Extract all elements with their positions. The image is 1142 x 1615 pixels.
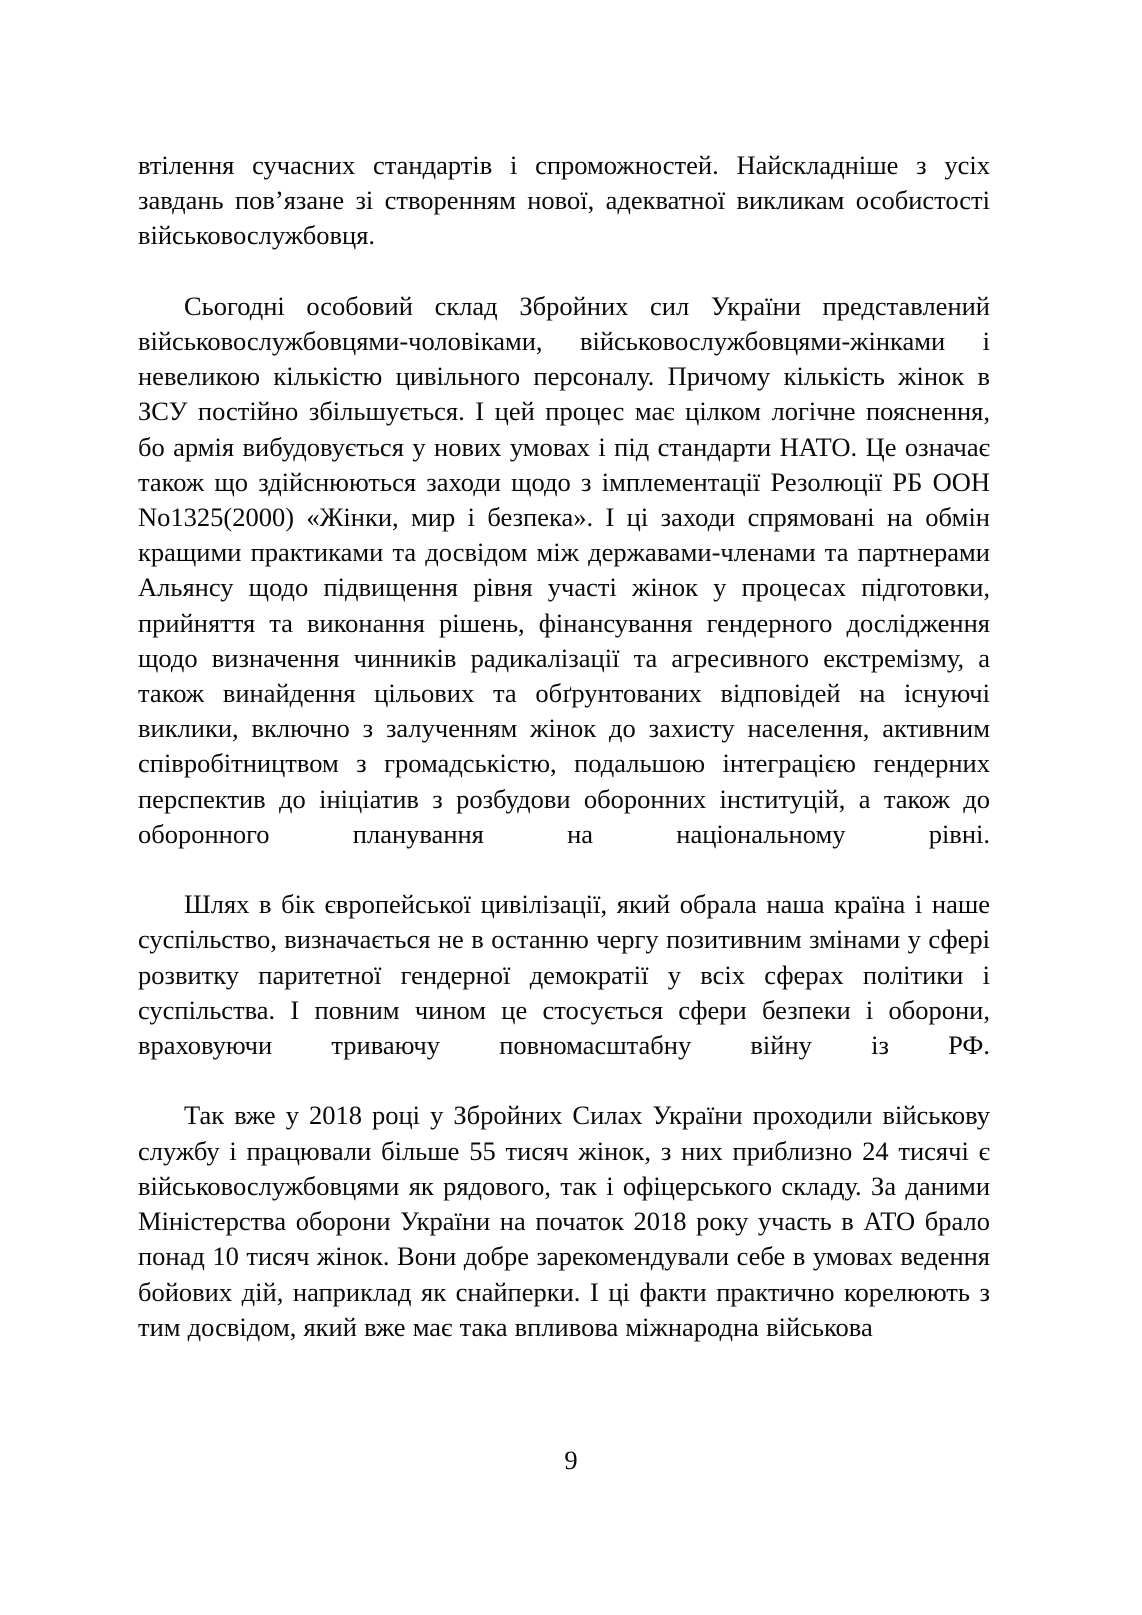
page-number: 9 bbox=[564, 1445, 578, 1475]
page-text-body bbox=[138, 148, 990, 1345]
paragraph-2: Сьогодні особовий склад Збройних сил України представлений військовослужбовцями-чоловіками, військовослужбовцями-жінками і невеликою кількістю цивільного персоналу. Причому кількість жінок в ЗСУ постійно збільшується. І цей процес має цілком логічне пояснення, бо армія вибудовується у нових умовах і під стандарти НАТО. Це означає також що здійснюються заходи щодо з імплементації Резолюції РБ ООН No1325(2000) «Жінки, мир і безпека». І ці заходи спрямовані на обмін кращими практиками та досвідом між державами-членами та партнерами Альянсу щодо підвищення рівня участі жінок у процесах підготовки, прийняття та виконання рішень, фінансування гендерного дослідження щодо визначення чинників радикалізації та агресивного екстремізму, а також винайдення цільових та обґрунтованих відповідей на існуючі виклики, включно з залученням жінок до захисту населення, активним співробітництвом з громадськістю, подальшою інтеграцією гендерних перспектив до ініціатив з розбудови оборонних інституцій, а також до оборонного планування на національному рівні. bbox=[138, 290, 990, 849]
paragraph-1: втілення сучасних стандартів і спроможностей. Найскладніше з усіх завдань пов’язане зі створенням нової, адекватної викликам особистості військовослужбовця. bbox=[138, 150, 990, 251]
paragraph-3: Шлях в бік європейської цивілізації, який обрала наша країна і наше суспільство, визначається не в останню чергу позитивним змінами у сфері розвитку паритетної гендерної демократії у всіх сферах політики і суспільства. І повним чином це стосується сфери безпеки і оборони, враховуючи триваючу повномасштабну війну із РФ. bbox=[138, 889, 990, 1061]
paragraph-4: Так вже у 2018 році у Збройних Силах України проходили військову службу і працювали більше 55 тисяч жінок, з них приблизно 24 тисячі є військовослужбовцями як рядового, так і офіцерського складу. За даними Міністерства оборони України на початок 2018 року участь в АТО брало понад 10 тисяч жінок. Вони добре зарекомендували себе в умовах ведення бойових дій, наприклад як снайперки. І ці факти практично корелюють з тим досвідом, який вже має така впливова міжнародна військова bbox=[138, 1100, 990, 1342]
